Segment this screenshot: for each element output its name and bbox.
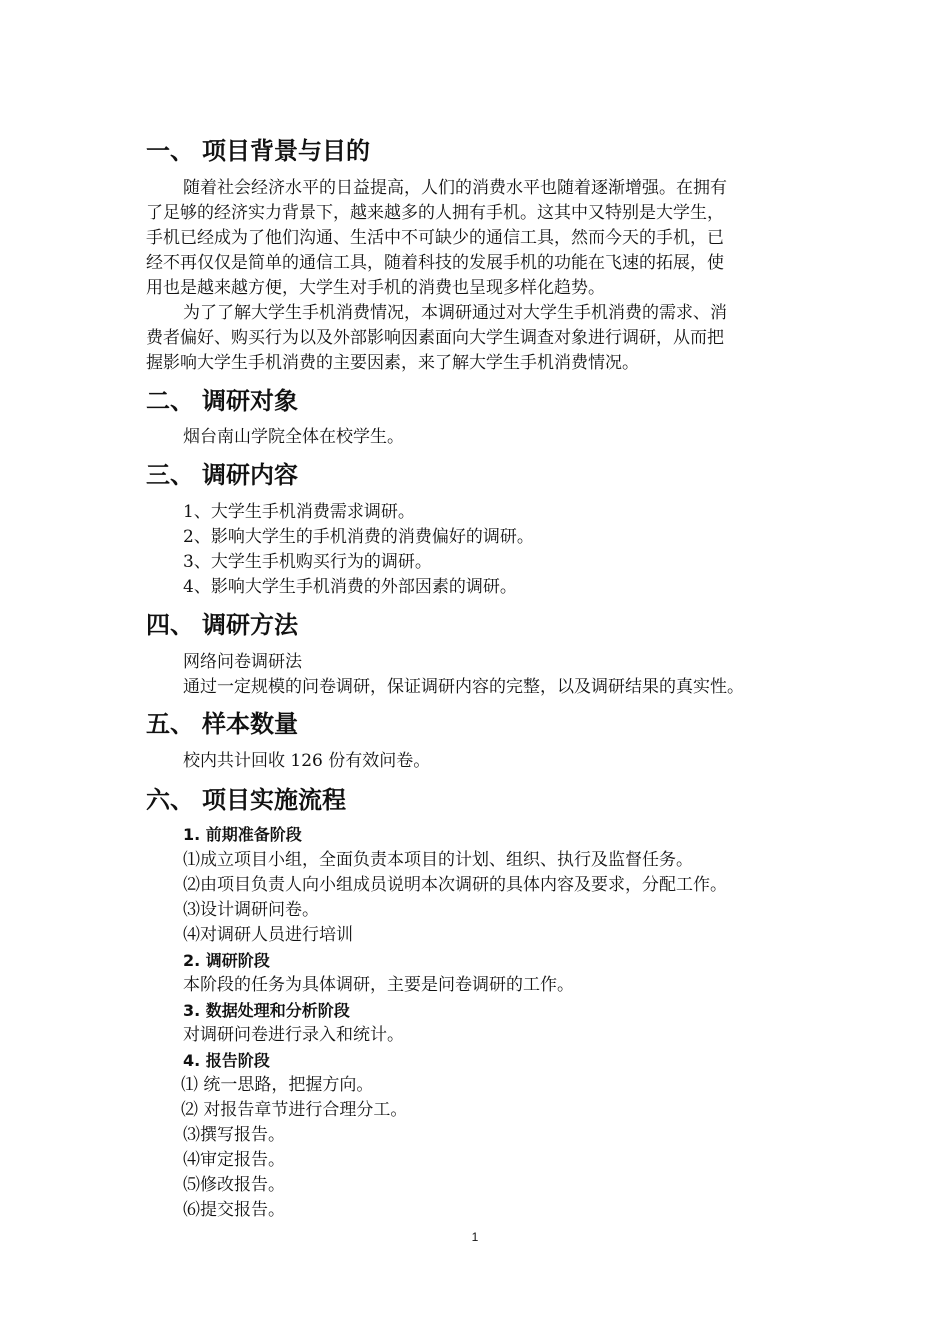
section-title: 调研内容: [202, 461, 298, 489]
paragraph-line: 手机已经成为了他们沟通、生活中不可缺少的通信工具，然而今天的手机，已: [146, 228, 724, 248]
stage-heading: 1. 前期准备阶段: [183, 825, 302, 844]
section-heading-method: [146, 610, 298, 640]
list-item: ⑸修改报告。: [183, 1175, 285, 1195]
paragraph-line: 对调研问卷进行录入和统计。: [183, 1025, 404, 1045]
section-title: 调研对象: [202, 387, 298, 415]
section-title: 调研方法: [202, 611, 298, 639]
paragraph-line: 费者偏好、购买行为以及外部影响因素面向大学生调查对象进行调研，从而把: [146, 328, 724, 348]
section-title: 项目背景与目的: [202, 137, 370, 165]
list-item: ⑶设计调研问卷。: [183, 900, 319, 920]
list-item: ⑷对调研人员进行培训: [183, 925, 353, 945]
paragraph-line: 网络问卷调研法: [183, 652, 302, 672]
list-item: ⑴成立项目小组，全面负责本项目的计划、组织、执行及监督任务。: [183, 850, 693, 870]
list-item: ⑷审定报告。: [183, 1150, 285, 1170]
stage-heading: 3. 数据处理和分析阶段: [183, 1001, 350, 1020]
paragraph-line: 本阶段的任务为具体调研，主要是问卷调研的工作。: [183, 975, 574, 995]
list-item: 3、大学生手机购买行为的调研。: [183, 552, 432, 572]
section-heading-background: [146, 136, 370, 166]
paragraph-line: 握影响大学生手机消费的主要因素，来了解大学生手机消费情况。: [146, 353, 639, 373]
paragraph-line: 校内共计回收 126 份有效问卷。: [183, 751, 431, 771]
list-item: ⑵ 对报告章节进行合理分工。: [181, 1100, 408, 1120]
paragraph-line: 随着社会经济水平的日益提高，人们的消费水平也随着逐渐增强。在拥有: [183, 178, 727, 198]
section-heading-sample: [146, 709, 298, 739]
paragraph-line: 用也是越来越方便，大学生对手机的消费也呈现多样化趋势。: [146, 278, 605, 298]
stage-heading: 2. 调研阶段: [183, 951, 270, 970]
list-item: ⑵由项目负责人向小组成员说明本次调研的具体内容及要求，分配工作。: [183, 875, 727, 895]
section-number: 一、: [146, 137, 194, 165]
section-number: 六、: [146, 786, 194, 814]
list-item: ⑴ 统一思路，把握方向。: [181, 1075, 374, 1095]
list-item: ⑹提交报告。: [183, 1200, 285, 1220]
list-item: 2、影响大学生的手机消费的消费偏好的调研。: [183, 527, 534, 547]
stage-heading: 4. 报告阶段: [183, 1051, 270, 1070]
section-heading-process: [146, 785, 346, 815]
list-item: ⑶撰写报告。: [183, 1125, 285, 1145]
paragraph-line: 经不再仅仅是简单的通信工具，随着科技的发展手机的功能在飞速的拓展，使: [146, 253, 724, 273]
section-heading-subjects: [146, 386, 298, 416]
list-item: 1、大学生手机消费需求调研。: [183, 502, 415, 522]
paragraph-line: 为了了解大学生手机消费情况，本调研通过对大学生手机消费的需求、消: [183, 303, 727, 323]
section-number: 四、: [146, 611, 194, 639]
paragraph-line: 通过一定规模的问卷调研，保证调研内容的完整，以及调研结果的真实性。: [183, 677, 744, 697]
page-number: 1: [471, 1230, 479, 1244]
section-heading-content: [146, 460, 298, 490]
list-item: 4、影响大学生手机消费的外部因素的调研。: [183, 577, 517, 597]
section-number: 三、: [146, 461, 194, 489]
section-title: 项目实施流程: [202, 786, 346, 814]
paragraph-line: 烟台南山学院全体在校学生。: [183, 427, 404, 447]
paragraph-line: 了足够的经济实力背景下，越来越多的人拥有手机。这其中又特别是大学生，: [146, 203, 724, 223]
section-title: 样本数量: [202, 710, 298, 738]
section-number: 二、: [146, 387, 194, 415]
section-number: 五、: [146, 710, 194, 738]
